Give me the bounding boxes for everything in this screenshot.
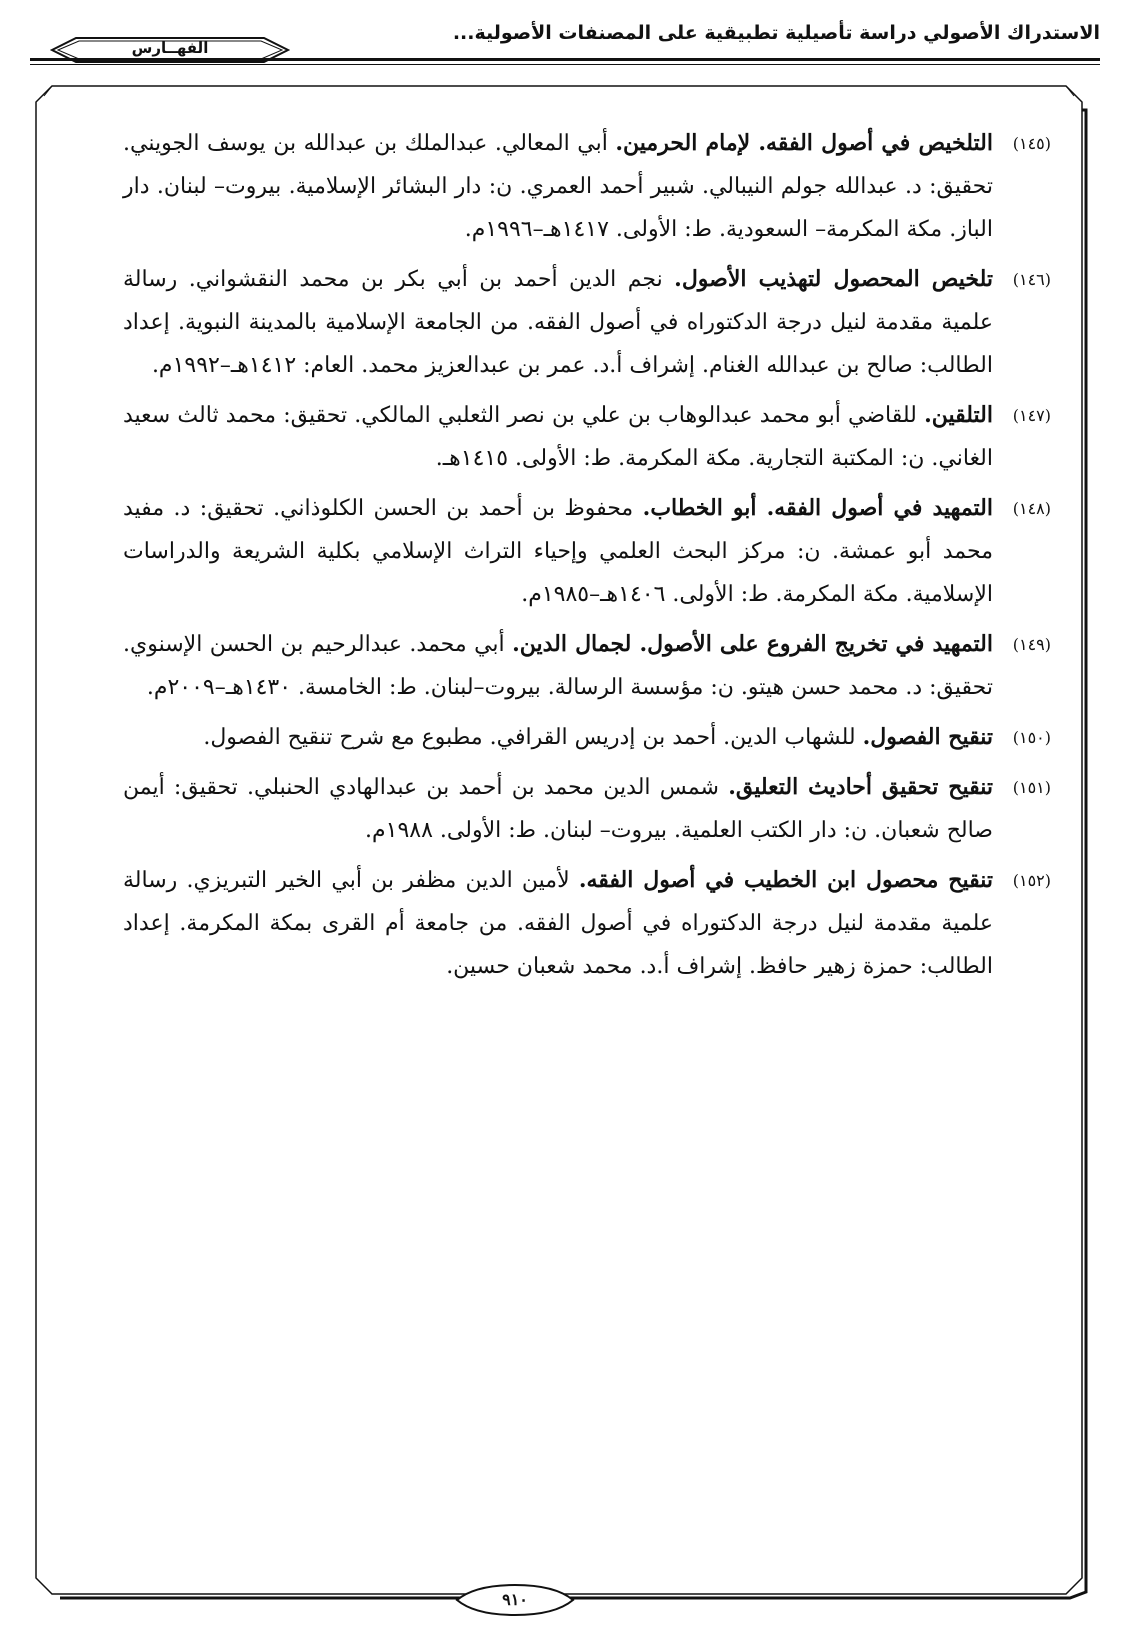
entry-text bbox=[123, 487, 993, 616]
entry-152 bbox=[123, 859, 1051, 988]
page-number: ٩١٠ bbox=[502, 1590, 528, 1609]
section-tab-label: الفهــارس bbox=[131, 39, 209, 57]
entry-number: (١٤٧) bbox=[1012, 406, 1051, 425]
entry-details: نجم الدين أحمد بن أبي بكر بن محمد النقشواني. رسالة علمية مقدمة لنيل درجة الدكتوراه في أصول الفقه. من الجامعة الإسلامية بالمدينة النبوية. إعداد الطالب: صالح بن عبدالله الغنام. إشراف أ.د. عمر بن عبدالعزيز محمد. العام: ١٤١٢هـ–١٩٩٢م. bbox=[123, 267, 993, 378]
entry-150 bbox=[123, 716, 1051, 759]
entry-text bbox=[123, 122, 993, 251]
entry-text bbox=[123, 766, 993, 852]
entry-147 bbox=[123, 394, 1051, 480]
entry-145 bbox=[123, 122, 1051, 251]
entry-number: (١٥٠) bbox=[1012, 728, 1051, 747]
bibliography-list bbox=[123, 122, 1051, 995]
entry-title: تنقيح الفصول. bbox=[862, 724, 993, 750]
header-rule-thin bbox=[30, 64, 1100, 65]
entry-title: تنقيح تحقيق أحاديث التعليق. bbox=[728, 774, 993, 800]
entry-text bbox=[123, 623, 993, 709]
entry-number: (١٥١) bbox=[1012, 778, 1051, 797]
entry-title: التلخيص في أصول الفقه. لإمام الحرمين. bbox=[615, 130, 993, 156]
book-title: الاستدراك الأصولي دراسة تأصيلية تطبيقية على المصنفات الأصولية... bbox=[452, 22, 1100, 44]
entry-title: التلقين. bbox=[924, 402, 993, 428]
entry-title: تلخيص المحصول لتهذيب الأصول. bbox=[674, 266, 993, 292]
entry-148 bbox=[123, 487, 1051, 616]
entry-title: التمهيد في أصول الفقه. أبو الخطاب. bbox=[642, 495, 993, 521]
entry-number: (١٥٢) bbox=[1012, 871, 1051, 890]
entry-details: شمس الدين محمد بن أحمد بن عبدالهادي الحنبلي. تحقيق: أيمن صالح شعبان. ن: دار الكتب العلمية. بيروت– لبنان. ط: الأولى. ١٩٨٨م. bbox=[123, 775, 993, 843]
entry-text bbox=[123, 859, 993, 988]
page-number-badge bbox=[455, 1583, 575, 1617]
entry-details: للقاضي أبو محمد عبدالوهاب بن علي بن نصر الثعلبي المالكي. تحقيق: محمد ثالث سعيد الغاني. ن: المكتبة التجارية. مكة المكرمة. ط: الأولى. ١٤١٥هـ. bbox=[123, 403, 993, 471]
entry-details: أبي المعالي. عبدالملك بن عبدالله بن يوسف الجويني. تحقيق: د. عبدالله جولم النيبالي. شبير أحمد العمري. ن: دار البشائر الإسلامية. بيروت– لبنان. دار الباز. مكة المكرمة– السعودية. ط: الأولى. ١٤١٧هـ–١٩٩٦م. bbox=[123, 131, 993, 242]
entry-number: (١٤٥) bbox=[1012, 134, 1051, 153]
entry-number: (١٤٩) bbox=[1012, 635, 1051, 654]
entry-text bbox=[123, 716, 993, 759]
entry-text bbox=[123, 258, 993, 387]
entry-149 bbox=[123, 623, 1051, 709]
entry-146 bbox=[123, 258, 1051, 387]
entry-number: (١٤٨) bbox=[1012, 499, 1051, 518]
entry-title: تنقيح محصول ابن الخطيب في أصول الفقه. bbox=[578, 867, 993, 893]
entry-text bbox=[123, 394, 993, 480]
entry-title: التمهيد في تخريج الفروع على الأصول. لجمال الدين. bbox=[512, 631, 994, 657]
header-rule-thick bbox=[30, 58, 1100, 61]
entry-number: (١٤٦) bbox=[1012, 270, 1051, 289]
entry-details: للشهاب الدين. أحمد بن إدريس القرافي. مطبوع مع شرح تنقيح الفصول. bbox=[203, 725, 863, 750]
entry-details: محفوظ بن أحمد بن الحسن الكلوذاني. تحقيق: د. مفيد محمد أبو عمشة. ن: مركز البحث العلمي وإحياء التراث الإسلامي بكلية الشريعة والدراسات الإسلامية. مكة المكرمة. ط: الأولى. ١٤٠٦هـ–١٩٨٥م. bbox=[123, 496, 993, 607]
entry-details: أبي محمد. عبدالرحيم بن الحسن الإسنوي. تحقيق: د. محمد حسن هيتو. ن: مؤسسة الرسالة. بيروت–لبنان. ط: الخامسة. ١٤٣٠هـ–٢٠٠٩م. bbox=[123, 632, 993, 700]
entry-151 bbox=[123, 766, 1051, 852]
entry-details: لأمين الدين مظفر بن أبي الخير التبريزي. رسالة علمية مقدمة لنيل درجة الدكتوراه في أصول الفقه. من جامعة أم القرى بمكة المكرمة. إعداد الطالب: حمزة زهير حافظ. إشراف أ.د. محمد شعبان حسين. bbox=[123, 868, 993, 979]
